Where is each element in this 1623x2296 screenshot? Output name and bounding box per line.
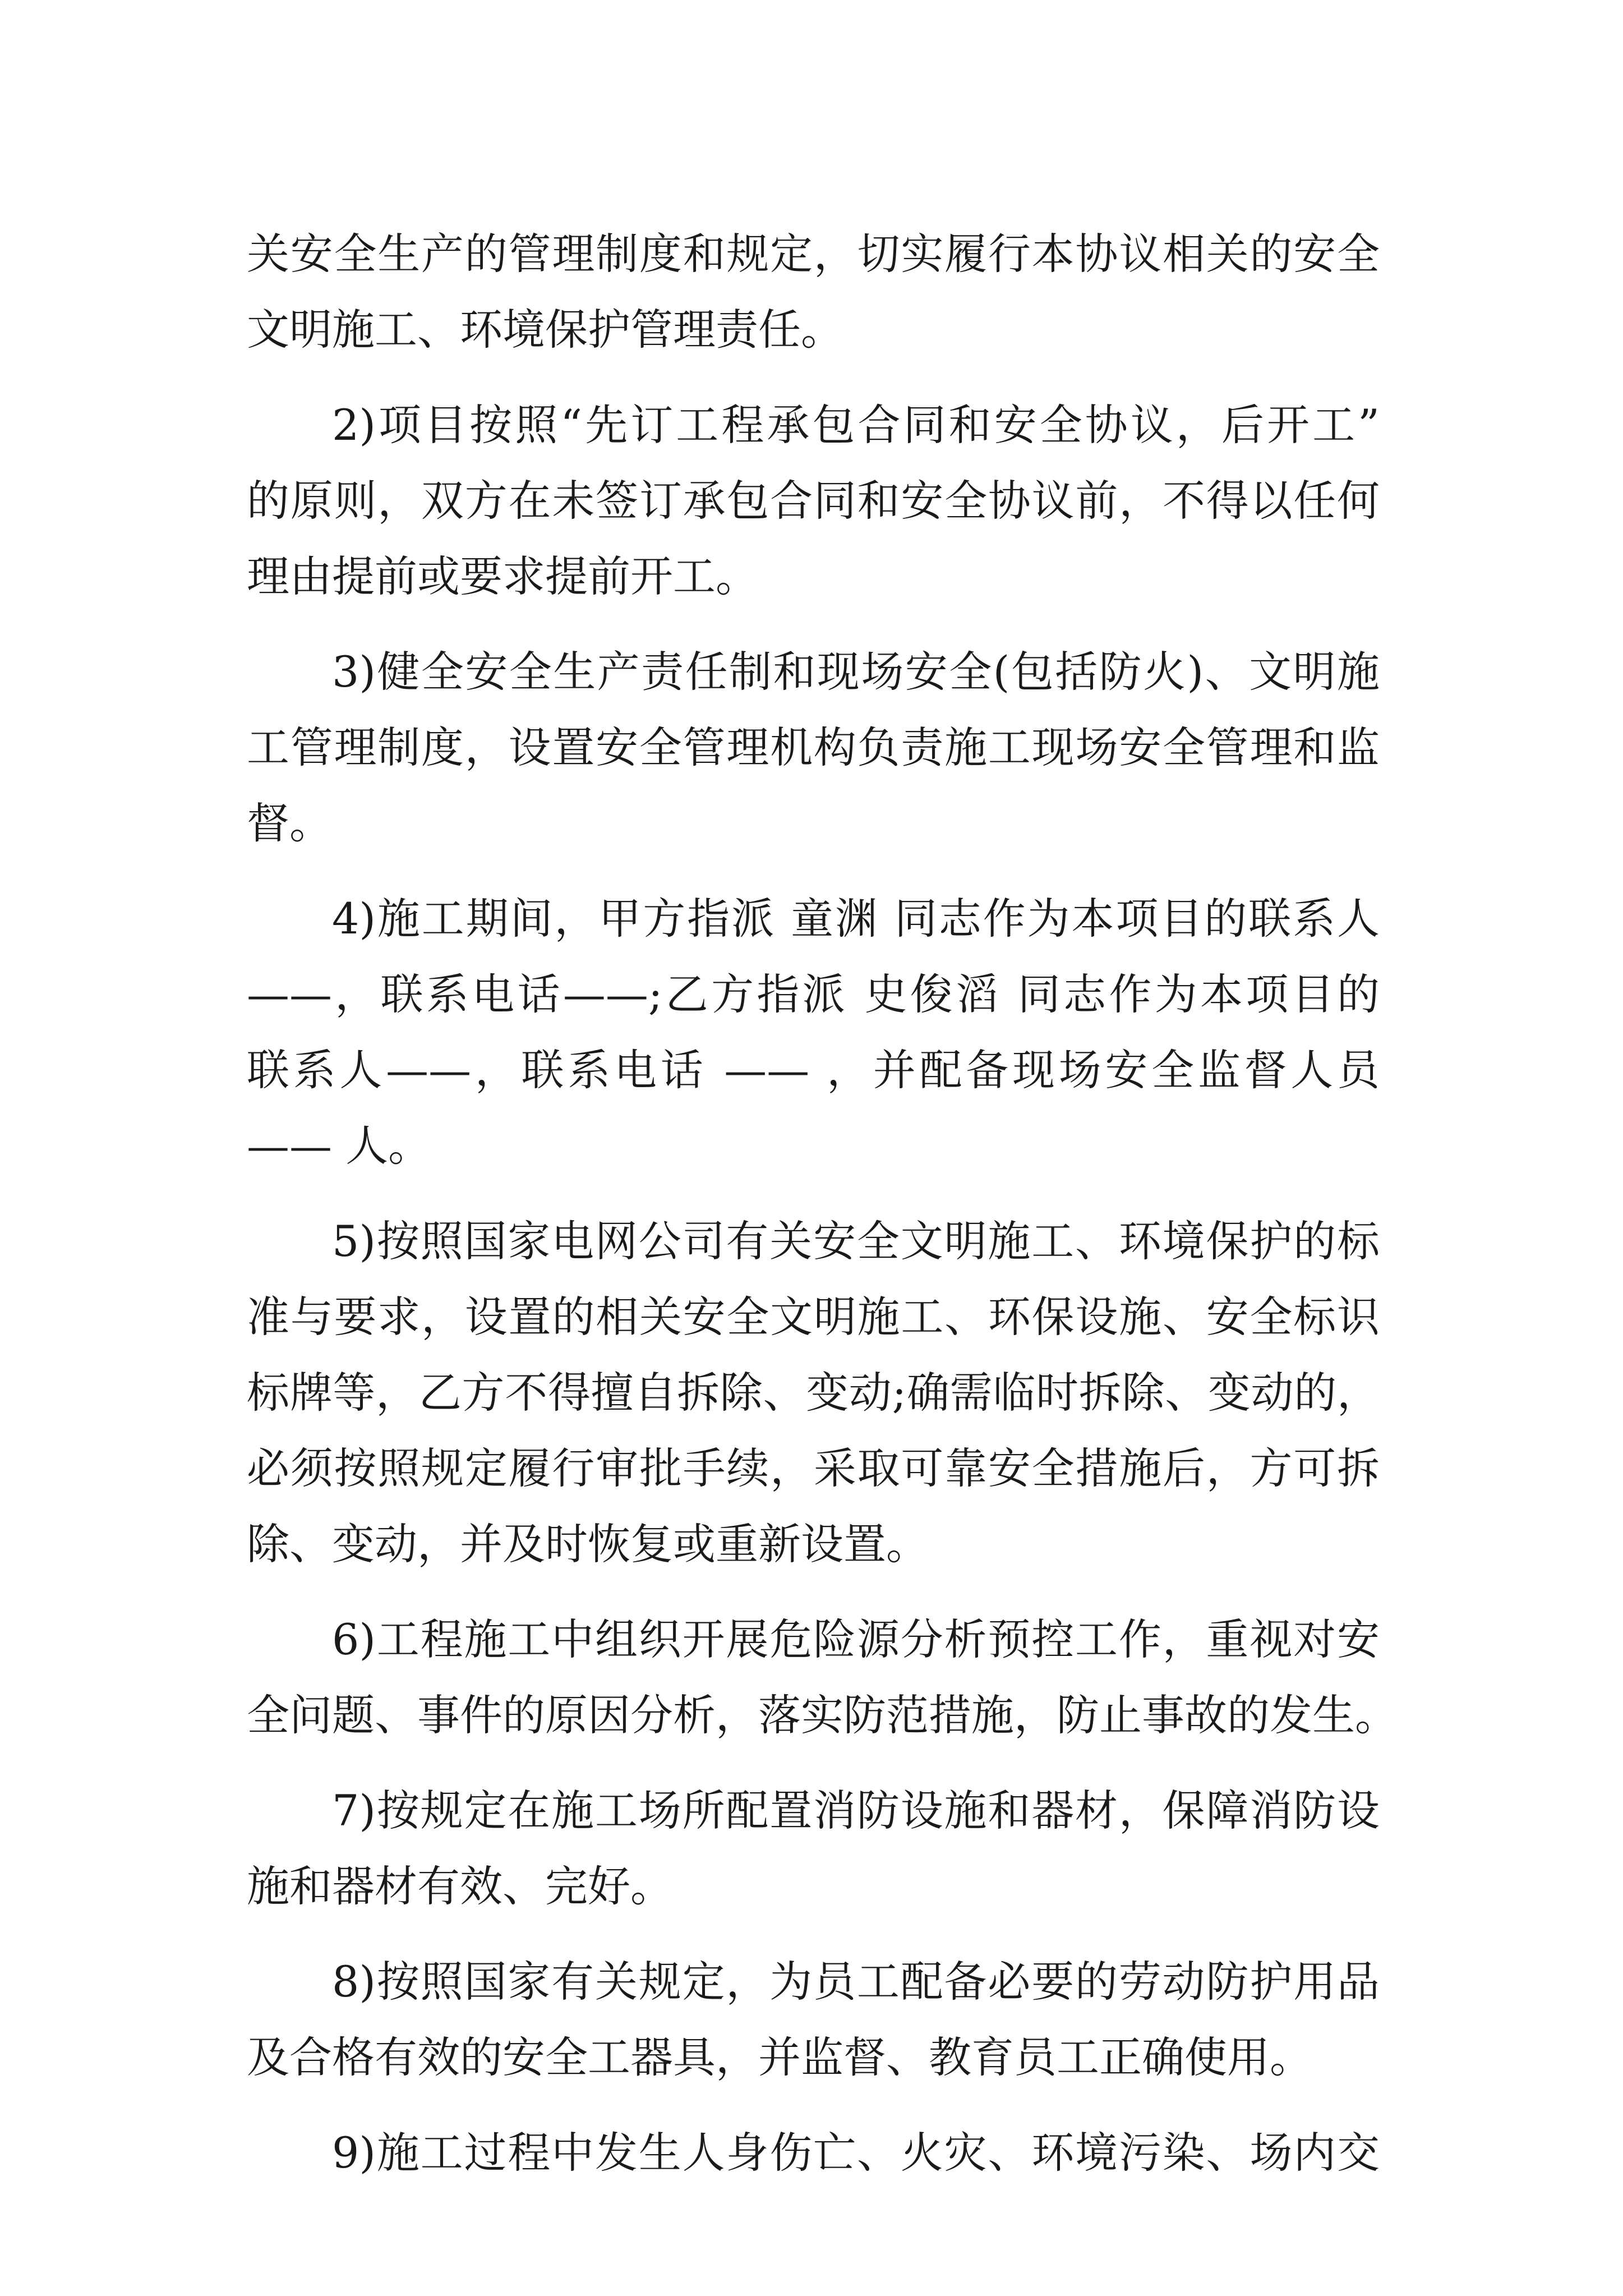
text-line: 工管理制度，设置安全管理机构负责施工现场安全管理和监 (247, 723, 1380, 772)
text-line: 文明施工、环境保护管理责任。 (247, 305, 843, 355)
text-line: ——，联系电话——;乙方指派 史俊滔 同志作为本项目的 (247, 969, 1380, 1019)
paragraph-1 (247, 216, 1380, 367)
paragraph-7 (247, 1773, 1380, 1924)
text-line: 施和器材有效、完好。 (247, 1861, 673, 1911)
paragraph-5 (247, 1203, 1380, 1582)
paragraph-4 (247, 881, 1380, 1184)
text-line: 理由提前或要求提前开工。 (247, 551, 758, 601)
text-line: 4)施工期间，甲方指派 童渊 同志作为本项目的联系人 (332, 894, 1380, 944)
text-line: 的原则，双方在未签订承包合同和安全协议前，不得以任何 (247, 476, 1380, 526)
text-line: 标牌等，乙方不得擅自拆除、变动;确需临时拆除、变动的， (247, 1368, 1380, 1418)
text-line: 必须按照规定履行审批手续，采取可靠安全措施后，方可拆 (247, 1443, 1380, 1493)
text-line: 3)健全安全生产责任制和现场安全(包括防火)、文明施 (332, 647, 1380, 697)
text-line: 联系人——，联系电话 —— ，并配备现场安全监督人员 (247, 1045, 1380, 1095)
text-line: 除、变动，并及时恢复或重新设置。 (247, 1519, 929, 1569)
text-line: 关安全生产的管理制度和规定，切实履行本协议相关的安全 (247, 229, 1380, 279)
document-page (247, 216, 1398, 2191)
paragraph-9 (247, 2115, 1380, 2191)
text-line: 准与要求，设置的相关安全文明施工、环保设施、安全标识 (247, 1292, 1380, 1342)
text-line: 9)施工过程中发生人身伤亡、火灾、环境污染、场内交 (332, 2128, 1380, 2178)
text-line: 7)按规定在施工场所配置消防设施和器材，保障消防设 (332, 1786, 1380, 1835)
text-line: 及合格有效的安全工器具，并监督、教育员工正确使用。 (247, 2032, 1312, 2082)
text-line: 全问题、事件的原因分析，落实防范措施，防止事故的发生。 (247, 1690, 1398, 1740)
text-line: 督。 (247, 798, 332, 848)
text-line: —— 人。 (247, 1121, 431, 1171)
paragraph-6 (247, 1602, 1398, 1753)
text-line: 6)工程施工中组织开展危险源分析预控工作，重视对安 (332, 1614, 1380, 1664)
paragraph-3 (247, 634, 1380, 861)
text-line: 2)项目按照“先订工程承包合同和安全协议，后开工” (332, 400, 1380, 450)
paragraph-2 (247, 387, 1380, 614)
text-line: 8)按照国家有关规定，为员工配备必要的劳动防护用品 (332, 1957, 1380, 2007)
paragraph-8 (247, 1944, 1380, 2095)
text-line: 5)按照国家电网公司有关安全文明施工、环境保护的标 (332, 1216, 1380, 1266)
